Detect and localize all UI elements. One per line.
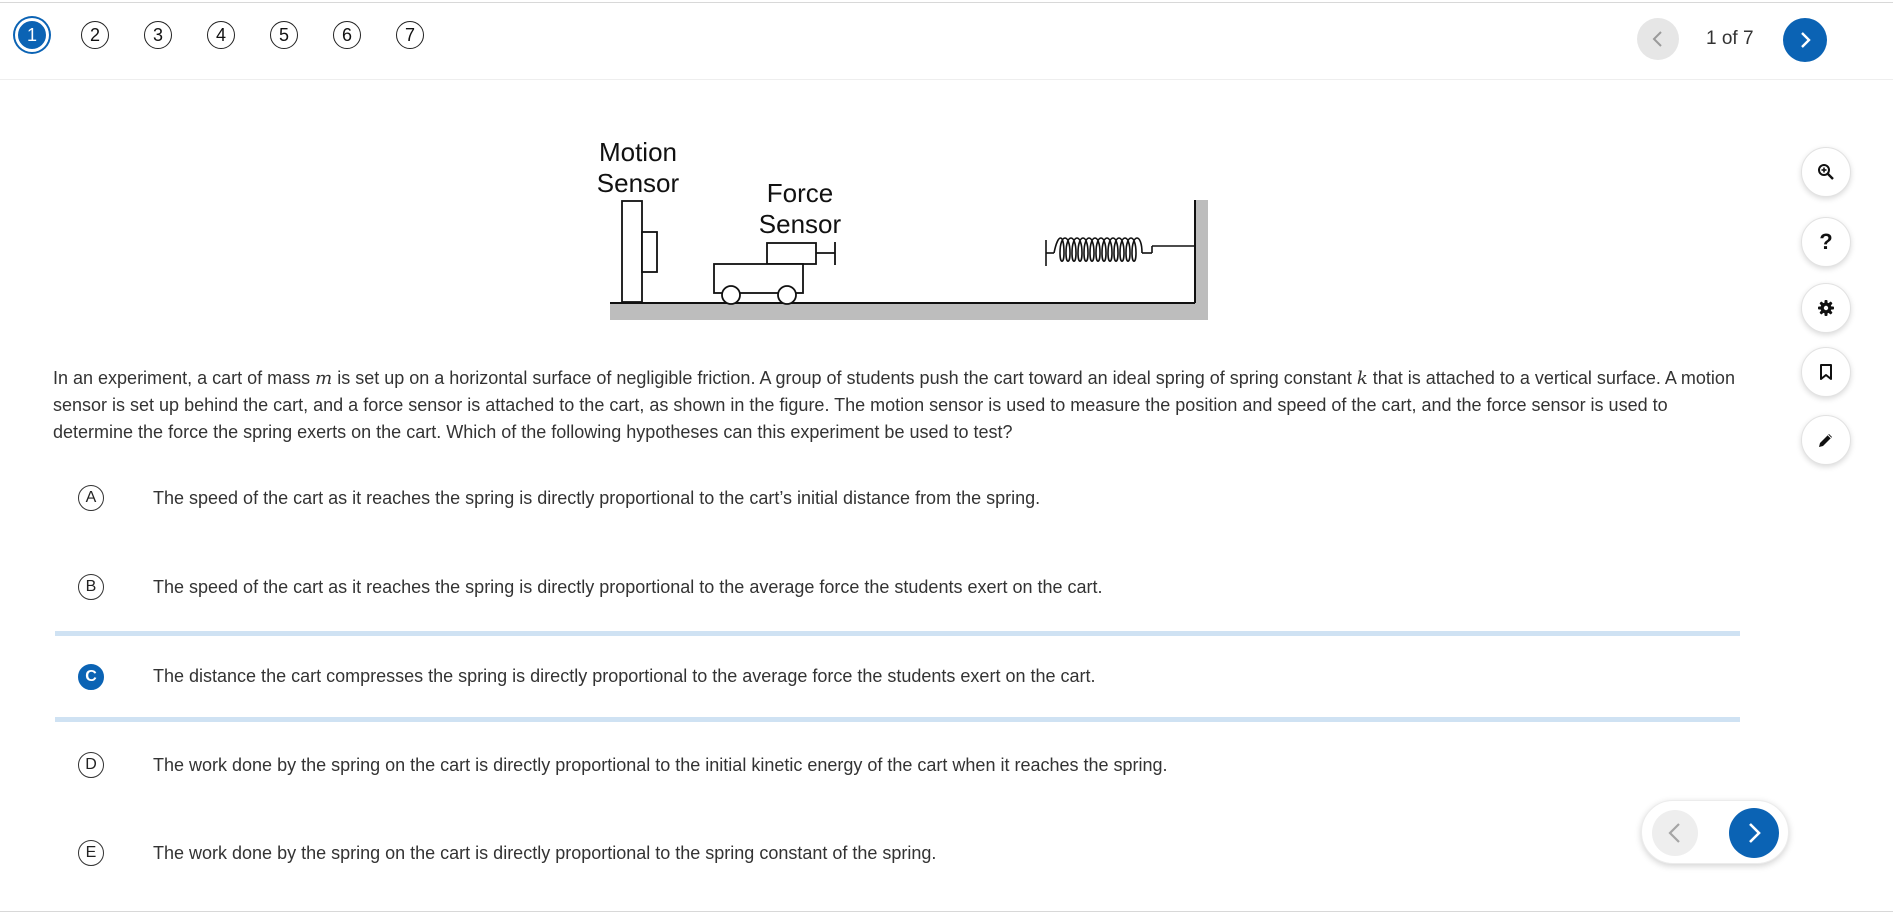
option-letter: A bbox=[78, 485, 104, 511]
cart-wheel-right bbox=[778, 286, 796, 304]
chevron-right-icon bbox=[1745, 822, 1763, 844]
question-5-button[interactable]: 5 bbox=[270, 21, 298, 49]
motion-sensor bbox=[622, 201, 642, 302]
spring-coil bbox=[1046, 238, 1195, 266]
question-stem: In an experiment, a cart of mass m is set up on a horizontal surface of negligible friction. A group of students push the cart toward an ideal spring of spring constant k that is attached to a vertical surface. A motion sensor is set up behind the cart, and a force sensor is attached to the cart, as shown in the figure. The motion sensor is used to measure the position and speed of the cart, and the force sensor is used to determine the force the spring exerts on the cart. Which of the following hypotheses can this experiment be used to test? bbox=[53, 368, 1735, 442]
answer-option-e[interactable] bbox=[55, 810, 1740, 896]
option-letter: E bbox=[78, 840, 104, 866]
variable-k: k bbox=[1356, 368, 1368, 389]
option-text: The speed of the cart as it reaches the spring is directly proportional to the cart’s initial distance from the spring. bbox=[153, 487, 1041, 508]
bookmark-button[interactable] bbox=[1801, 347, 1851, 397]
question-1-button[interactable]: 1 bbox=[18, 21, 46, 49]
option-letter: B bbox=[78, 574, 104, 600]
bookmark-icon bbox=[1818, 363, 1834, 381]
motion-sensor-label: Motion Sensor bbox=[596, 137, 680, 198]
settings-button[interactable] bbox=[1801, 283, 1851, 333]
force-sensor-label: Force Sensor bbox=[758, 178, 842, 239]
option-text: The speed of the cart as it reaches the spring is directly proportional to the average force the students exert on the cart. bbox=[153, 576, 1103, 597]
bottom-navigation bbox=[1641, 800, 1789, 864]
experiment-figure bbox=[580, 130, 1220, 330]
apparatus-drawing bbox=[580, 130, 1220, 330]
option-letter: C bbox=[78, 664, 104, 690]
chevron-right-icon bbox=[1797, 31, 1813, 49]
cart-wheel-left bbox=[722, 286, 740, 304]
help-icon: ? bbox=[1819, 229, 1833, 254]
force-sensor bbox=[767, 243, 816, 264]
question-7-button[interactable]: 7 bbox=[396, 21, 424, 49]
option-text: The distance the cart compresses the spring is directly proportional to the average force the students exert on the cart. bbox=[153, 666, 1096, 686]
question-6-button[interactable]: 6 bbox=[333, 21, 361, 49]
question-3-button[interactable]: 3 bbox=[144, 21, 172, 49]
variable-m: m bbox=[315, 368, 333, 389]
next-page-button[interactable] bbox=[1783, 18, 1827, 62]
answer-option-c[interactable] bbox=[55, 631, 1740, 722]
answer-option-a[interactable] bbox=[55, 455, 1740, 541]
gear-icon bbox=[1817, 299, 1835, 317]
bottom-previous-button[interactable] bbox=[1652, 810, 1698, 856]
annotate-button[interactable] bbox=[1801, 415, 1851, 465]
bottom-border bbox=[0, 911, 1893, 912]
answer-option-b[interactable] bbox=[55, 544, 1740, 630]
answer-option-d[interactable] bbox=[55, 722, 1740, 808]
chevron-left-icon bbox=[1666, 822, 1684, 844]
ground-surface bbox=[610, 303, 1208, 320]
zoom-in-icon bbox=[1817, 163, 1835, 181]
page-indicator: 1 of 7 bbox=[1706, 28, 1754, 49]
help-button[interactable] bbox=[1801, 217, 1851, 267]
option-letter: D bbox=[78, 752, 104, 778]
header-bar bbox=[0, 3, 1893, 80]
question-2-button[interactable]: 2 bbox=[81, 21, 109, 49]
vertical-wall bbox=[1195, 200, 1208, 305]
zoom-button[interactable] bbox=[1801, 147, 1851, 197]
motion-sensor-head bbox=[642, 232, 657, 272]
pencil-icon bbox=[1817, 431, 1835, 449]
option-text: The work done by the spring on the cart is directly proportional to the initial kinetic energy of the cart when it reaches the spring. bbox=[153, 754, 1168, 775]
previous-page-button[interactable] bbox=[1637, 18, 1679, 60]
question-navigator bbox=[18, 21, 459, 49]
option-text: The work done by the spring on the cart is directly proportional to the spring constant of the spring. bbox=[153, 842, 937, 863]
chevron-left-icon bbox=[1650, 30, 1666, 48]
bottom-next-button[interactable] bbox=[1729, 808, 1779, 858]
question-4-button[interactable]: 4 bbox=[207, 21, 235, 49]
